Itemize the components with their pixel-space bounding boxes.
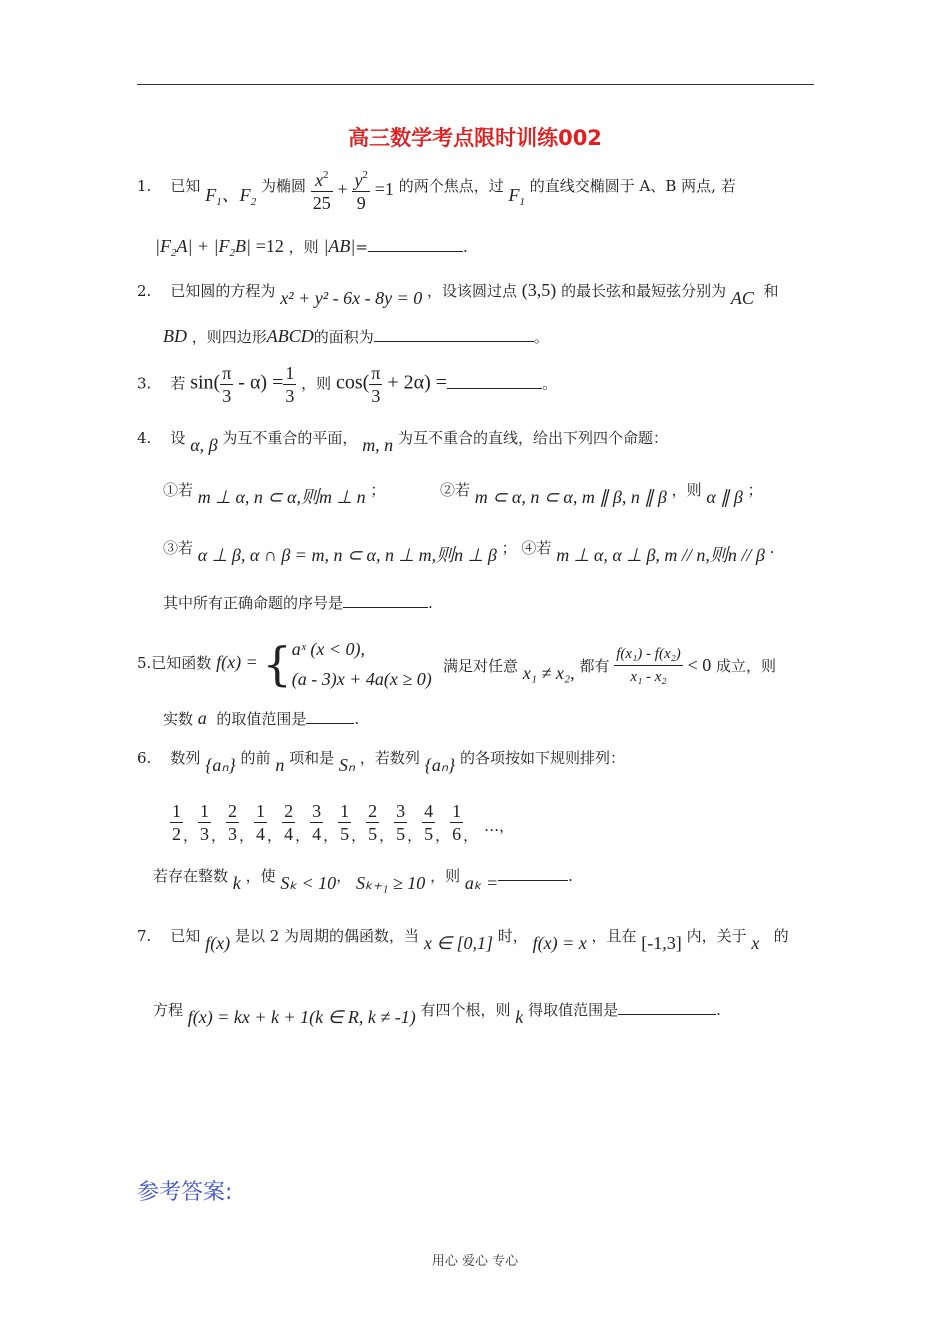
sequence-row (170, 800, 514, 846)
sequence-separator: ， (267, 826, 283, 845)
answer-blank-1[interactable] (368, 237, 463, 252)
sequence-separator: ， (295, 826, 311, 845)
sequence-fraction: $\frac{1}{5}$ (340, 801, 350, 844)
answer-blank-5[interactable] (306, 709, 354, 724)
sequence-fraction: $\frac{1}{3}$ (200, 801, 210, 844)
sequence-fraction: $\frac{4}{5}$ (424, 801, 434, 844)
question-5-prompt: 实数 a 的取值范围是 . (163, 708, 360, 728)
answer-blank-2[interactable] (374, 327, 534, 342)
sequence-fraction: $\frac{1}{2}$ (172, 801, 181, 844)
sequence-separator: ， (239, 826, 255, 845)
question-7-line2: 方程 f(x) = kx + k + 1(k ∈ R, k ≠ -1) 有四个根，则 k 得取值范围是 . (153, 1001, 721, 1027)
sequence-separator: ， (351, 826, 367, 845)
question-6: 6. 数列 {aₙ} 的前 n 项和是 Sₙ ，若数列 {aₙ} 的各项按如下规则排列： (137, 749, 626, 775)
question-6-condition: 若存在整数 k ，使 Sₖ < 10， Sₖ₊₁ ≥ 10 ，则 aₖ = . (153, 867, 573, 893)
answer-blank-3[interactable] (447, 374, 542, 389)
question-4: 4. 设 α, β 为互不重合的平面， m, n 为互不重合的直线，给出下列四个命题： (137, 429, 668, 455)
question-3: 3. 若 sin( $\frac{\pi}{3}$ - α) = $\frac{1}{3}$ ，则 cos( $\frac{\pi}{3}$ + 2α) = 。 (137, 363, 558, 406)
page-title: 高三数学考点限时训练002 (348, 126, 602, 150)
sequence-separator: ， (183, 826, 199, 845)
question-2: 2. 已知圆的方程为 x² + y² - 6x - 8y = 0 ，设该圆过点 (3,5) 的最长弦和最短弦分别为 AC 和 (137, 280, 779, 308)
proposition-1: ①若 m ⊥ α, n ⊂ α,则m ⊥ n ； (163, 481, 386, 507)
answer-blank-6[interactable] (498, 866, 568, 881)
question-1: 1. 已知 $F_1$、$F_2$ 为椭圆 $\frac{x^2}{25}$ + $\frac{y^2}{9}$ =1 的两个焦点，过 $F_1$ 的直线交椭圆于 A、B 两点, 若 (137, 164, 736, 214)
top-rule (137, 84, 814, 85)
sequence-fraction: $\frac{1}{4}$ (256, 801, 266, 844)
sequence-separator: ， (435, 826, 451, 845)
sequence-fraction: $\frac{2}{3}$ (228, 801, 238, 844)
sequence-ellipsis: …， (484, 816, 515, 835)
proposition-2: ②若 m ⊂ α, n ⊂ α, m ∥ β, n ∥ β ，则 α ∥ β ； (440, 481, 763, 507)
question-2-line2: BD ，则四边形ABCD的面积为 。 (163, 326, 549, 346)
page-footer: 用心 爱心 专心 (431, 1254, 519, 1269)
question-4-prompt: 其中所有正确命题的序号是 . (163, 594, 433, 612)
question-7: 7. 已知 f(x) 是以 2 为周期的偶函数，当 x ∈ [0,1] 时， f(x) = x ，且在 [-1,3] 内，关于 x 的 (137, 927, 789, 953)
sequence-separator: ， (463, 826, 479, 845)
question-5-condition: 满足对任意 x₁ ≠ x₂, 都有 $\frac{\text{f(x₁) - f(x₂)}}{\text{x₁ - x₂}}$ < 0 成立，则 (443, 643, 776, 688)
answer-blank-7[interactable] (618, 1000, 716, 1015)
answer-blank-4[interactable] (343, 593, 428, 608)
sequence-fraction: $\frac{2}{5}$ (368, 801, 378, 844)
question-1-line2: $|F_2A| + |F_2B| =12$ ，则 |AB|= . (155, 236, 468, 259)
sequence-fraction: $\frac{1}{6}$ (452, 801, 462, 844)
proposition-3: ③若 α ⊥ β, α ∩ β = m, n ⊂ α, n ⊥ m,则n ⊥ β ； ④若 m ⊥ α, α ⊥ β, m // n,则n // β . (163, 539, 775, 565)
answer-heading: 参考答案: (137, 1180, 233, 1205)
sequence-fraction: $\frac{2}{4}$ (284, 801, 294, 844)
sequence-separator: ， (211, 826, 227, 845)
sequence-fraction: $\frac{3}{4}$ (312, 801, 322, 844)
question-5: 5.已知函数 f(x) = {aˣ (x < 0), (a - 3)x + 4a(x ≥ 0) (137, 637, 432, 691)
sequence-separator: ， (379, 826, 395, 845)
sequence-separator: ， (323, 826, 339, 845)
sequence-separator: ， (407, 826, 423, 845)
sequence-fraction: $\frac{3}{5}$ (396, 801, 406, 844)
